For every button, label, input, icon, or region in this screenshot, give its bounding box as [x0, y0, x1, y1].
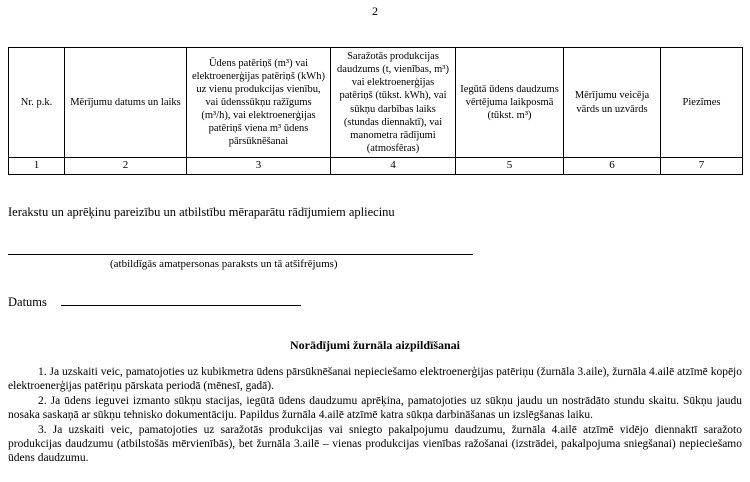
column-number-4: 4: [331, 158, 456, 175]
date-line: [61, 294, 301, 306]
header-ieguta-udens-daudzums: Iegūtā ūdens daudzums vērtējuma laikposmā (tūkst. m³): [456, 48, 564, 158]
instructions-heading: Norādījumi žurnāla aizpildīšanai: [289, 338, 461, 352]
page-number: 2: [372, 4, 378, 18]
column-number-1: 1: [9, 158, 65, 175]
column-number-6: 6: [564, 158, 661, 175]
date-row: [8, 294, 742, 310]
column-number-2: 2: [65, 158, 187, 175]
column-numbers-row: [9, 158, 743, 175]
signature-caption: (atbildīgās amatpersonas paraksts un tā atšifrējums): [110, 258, 338, 270]
date-label: Datums: [8, 295, 47, 309]
table-header-row: [9, 48, 743, 158]
header-nr-pk: Nr. p.k.: [9, 48, 65, 158]
signature-block: [8, 254, 742, 270]
instruction-paragraph-3: 3. Ja uzskaiti veic, pamatojoties uz saražotās produkcijas vai sniegto pakalpojumu daudzumu, žurnāla 4.ailē atzīmē vidējo diennaktī saražoto produkcijas daudzumu (atbilstošās mērvienībās), bet žurnāla 3.ailē – vienas produkcijas vienības ražošanai (izstrādei, pakalpojuma sniegšanai) nepieciešamo ūdens daudzumu.: [8, 424, 742, 465]
instruction-paragraph-2: 2. Ja ūdens ieguvei izmanto sūkņu stacijas, iegūtā ūdens daudzumu aprēķina, pamatojoties uz sūkņu jaudu un nostrādāto stundu skaitu. Sūkņu jaudu nosaka saskaņā ar sūkņu tehnisko dokumentāciju. Papildus žurnāla 4.ailē atzīmē katra sūkņa darbināšanas un izslēgšanas laiku.: [8, 395, 742, 422]
header-sarazotas-produkcijas: Saražotās produkcijas daudzums (t, vienības, m³) vai elektroenerģijas patēriņš (tūkst. kWh), vai sūkņu darbības laiks (stundas diennaktī), vai manometra rādījumi (atmosfēras): [331, 48, 456, 158]
column-number-5: 5: [456, 158, 564, 175]
header-udens-paterins: Ūdens patēriņš (m³) vai elektroenerģijas patēriņš (kWh) uz vienu produkcijas vienību, vai ūdenssūkņu ražīgums (m³/h), vai elektroenerģijas patēriņš viena m³ ūdens pārsūknēšanai: [187, 48, 331, 158]
header-merijumu-datums: Mērījumu datums un laiks: [65, 48, 187, 158]
certification-statement: Ierakstu un aprēķinu pareizību un atbilstību mēraparātu rādījumiem apliecinu: [8, 205, 395, 219]
header-merijumu-veiceja: Mērījumu veicēja vārds un uzvārds: [564, 48, 661, 158]
instruction-paragraph-1: 1. Ja uzskaiti veic, pamatojoties uz kubikmetra ūdens pārsūknēšanai nepieciešamo elektroenerģijas patēriņu (žurnāla 3.aile), žurnāla 4.ailē atzīmē kopējo elektroenerģijas patēriņu pārskata periodā (mēnesī, gadā).: [8, 366, 742, 393]
instructions-section: [8, 365, 742, 465]
journal-table: [8, 47, 743, 175]
column-number-7: 7: [661, 158, 743, 175]
header-piezimes: Piezīmes: [661, 48, 743, 158]
signature-line: [8, 254, 473, 255]
column-number-3: 3: [187, 158, 331, 175]
